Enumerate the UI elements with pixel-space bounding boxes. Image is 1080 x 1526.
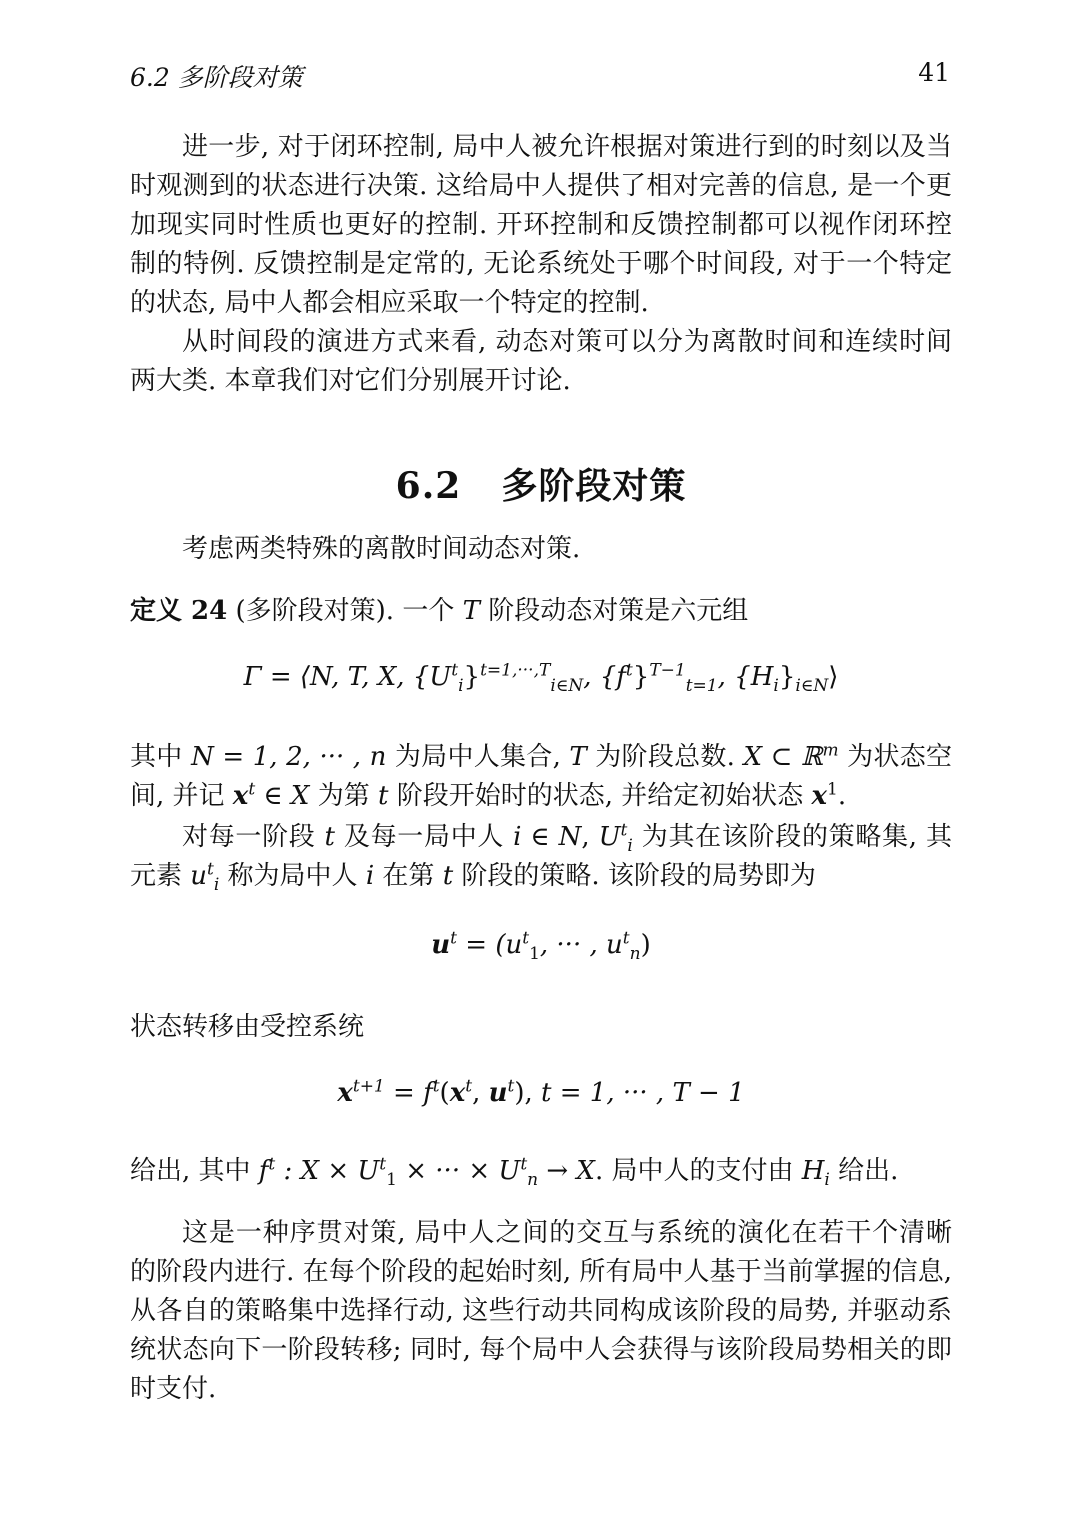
final-text <box>130 1214 952 1409</box>
equation-sextuple: Γ = ⟨N, T, X, $\{U^t_i\}^{t=1,\cdot\cdot\cdot,T}_{i\in N}$, $\{f^t\}^{T-1}_{t=1}$, $\{H_i\}_{i\in N}⟩$ <box>243 660 839 697</box>
equation-transition: $x^{t+1} = f^t(x^t$, $u^t$), t = 1, ··· , T − 1 <box>337 1076 745 1108</box>
paragraph-transfer: 状态转移由受控系统 <box>130 1012 365 1042</box>
definition-math-T: T <box>462 596 480 626</box>
paragraph-given: 给出, 其中 $f^t$ : $X \times U^t_1$ × ··· × $U^t_n \to X$. 局中人的支付由 $H_i$ 给出. <box>130 1154 899 1191</box>
equation-situation: $u^t = (u^t_1$, ··· , $u^t_n$) <box>431 928 651 965</box>
header-section-title: 6.2 多阶段对策 <box>130 63 303 92</box>
paragraph-players-states: 其中 N = 1, 2, ··· , n 为局中人集合, T 为阶段总数. X ⊂ ℝ$^m$ 为状态空间, 并记 $x^t$ ∈ X 为第 t 阶段开始时的状态, 并给定初始状态 $x^1$. <box>130 740 953 811</box>
section-heading <box>130 458 952 509</box>
lead-text <box>130 530 952 569</box>
transfer-text-block <box>130 1008 952 1047</box>
definition-text-1: 一个 <box>402 596 455 626</box>
definition-name: (多阶段对策). <box>235 596 395 626</box>
paragraph-strategy-sets: 对每一阶段 t 及每一局中人 i ∈ N, $U^t_i$ 为其在该阶段的策略集, 其元素 $u^t_i$ 称为局中人 i 在第 t 阶段的策略. 该阶段的局势即为 <box>130 820 953 896</box>
paragraph-time-classes: 从时间段的演进方式来看, 动态对策可以分为离散时间和连续时间两大类. 本章我们对它们分别展开讨论. <box>130 327 952 396</box>
section-title: 多阶段对策 <box>501 465 687 507</box>
running-header <box>130 58 950 94</box>
paragraph-lead: 考虑两类特殊的离散时间动态对策. <box>182 534 581 564</box>
paragraph-sequential-game: 这是一种序贯对策, 局中人之间的交互与系统的演化在若干个清晰的阶段内进行. 在每个阶段的起始时刻, 所有局中人基于当前掌握的信息, 从各自的策略集中选择行动, 这些行动共同构成该阶段的局势, 并驱动系统状态向下一阶段转移; 同时, 每个局中人会获得与该阶段局势相关的即时支付. <box>130 1218 952 1404</box>
paragraph-closed-loop: 进一步, 对于闭环控制, 局中人被允许根据对策进行到的时刻以及当时观测到的状态进行决策. 这给局中人提供了相对完善的信息, 是一个更加现实同时性质也更好的控制. 开环控制和反馈控制都可以视作闭环控制的特例. 反馈控制是定常的, 无论系统处于哪个时间段, 对于一个特定的状态, 局中人都会相应采取一个特定的控制. <box>130 132 952 318</box>
page-number: 41 <box>918 58 950 87</box>
definition-24 <box>130 592 952 631</box>
definition-text-2: 阶段动态对策是六元组 <box>488 596 749 626</box>
section-number: 6.2 <box>395 465 462 507</box>
intro-text <box>130 128 952 401</box>
definition-label: 定义 24 <box>130 596 228 626</box>
